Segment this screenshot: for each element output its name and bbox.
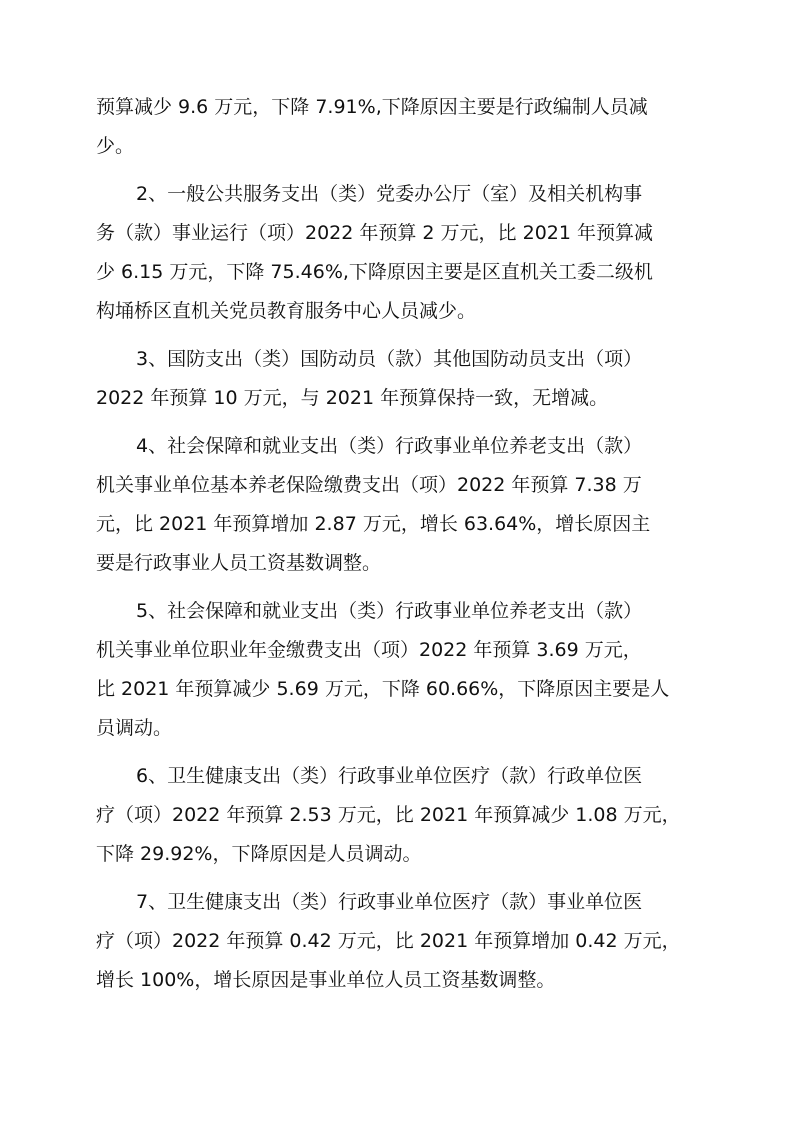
paragraph-line: 员调动。 [96, 717, 173, 739]
paragraph-line: 下降 29.92%，下降原因是人员调动。 [96, 843, 422, 865]
paragraph-line: 6、卫生健康支出（类）行政事业单位医疗（款）行政单位医 [136, 765, 643, 787]
paragraph-line: 疗（项）2022 年预算 0.42 万元，比 2021 年预算增加 0.42 万元， [96, 930, 681, 952]
paragraph-line: 5、社会保障和就业支出（类）行政事业单位养老支出（款） [136, 600, 643, 622]
paragraph-line: 构埇桥区直机关党员教育服务中心人员减少。 [96, 300, 477, 322]
paragraph-line: 比 2021 年预算减少 5.69 万元，下降 60.66%，下降原因主要是人 [96, 678, 670, 700]
paragraph-line: 务（款）事业运行（项）2022 年预算 2 万元，比 2021 年预算减 [96, 222, 653, 244]
paragraph-line: 少。 [96, 135, 135, 157]
paragraph-line: 3、国防支出（类）国防动员（款）其他国防动员支出（项） [136, 348, 643, 370]
paragraph-line: 4、社会保障和就业支出（类）行政事业单位养老支出（款） [136, 435, 643, 457]
paragraph-continuation [96, 88, 704, 166]
paragraph-item-5 [96, 592, 704, 748]
paragraph-item-7 [96, 883, 704, 1000]
paragraph-item-6 [96, 757, 704, 874]
paragraph-line: 2、一般公共服务支出（类）党委办公厅（室）及相关机构事 [136, 183, 643, 205]
document-body [96, 88, 704, 1009]
paragraph-line: 机关事业单位基本养老保险缴费支出（项）2022 年预算 7.38 万 [96, 474, 642, 496]
paragraph-line: 2022 年预算 10 万元，与 2021 年预算保持一致，无增减。 [96, 387, 609, 409]
paragraph-item-4 [96, 427, 704, 583]
paragraph-line: 元，比 2021 年预算增加 2.87 万元，增长 63.64%，增长原因主 [96, 513, 651, 535]
paragraph-line: 7、卫生健康支出（类）行政事业单位医疗（款）事业单位医 [136, 891, 643, 913]
paragraph-line: 少 6.15 万元，下降 75.46%,下降原因主要是区直机关工委二级机 [96, 261, 653, 283]
paragraph-item-2 [96, 175, 704, 331]
paragraph-line: 机关事业单位职业年金缴费支出（项）2022 年预算 3.69 万元， [96, 639, 642, 661]
paragraph-line: 增长 100%，增长原因是事业单位人员工资基数调整。 [96, 969, 556, 991]
paragraph-line: 预算减少 9.6 万元，下降 7.91%,下降原因主要是行政编制人员减 [96, 96, 648, 118]
paragraph-line: 要是行政事业人员工资基数调整。 [96, 552, 382, 574]
paragraph-item-3 [96, 340, 704, 418]
paragraph-line: 疗（项）2022 年预算 2.53 万元，比 2021 年预算减少 1.08 万元， [96, 804, 681, 826]
